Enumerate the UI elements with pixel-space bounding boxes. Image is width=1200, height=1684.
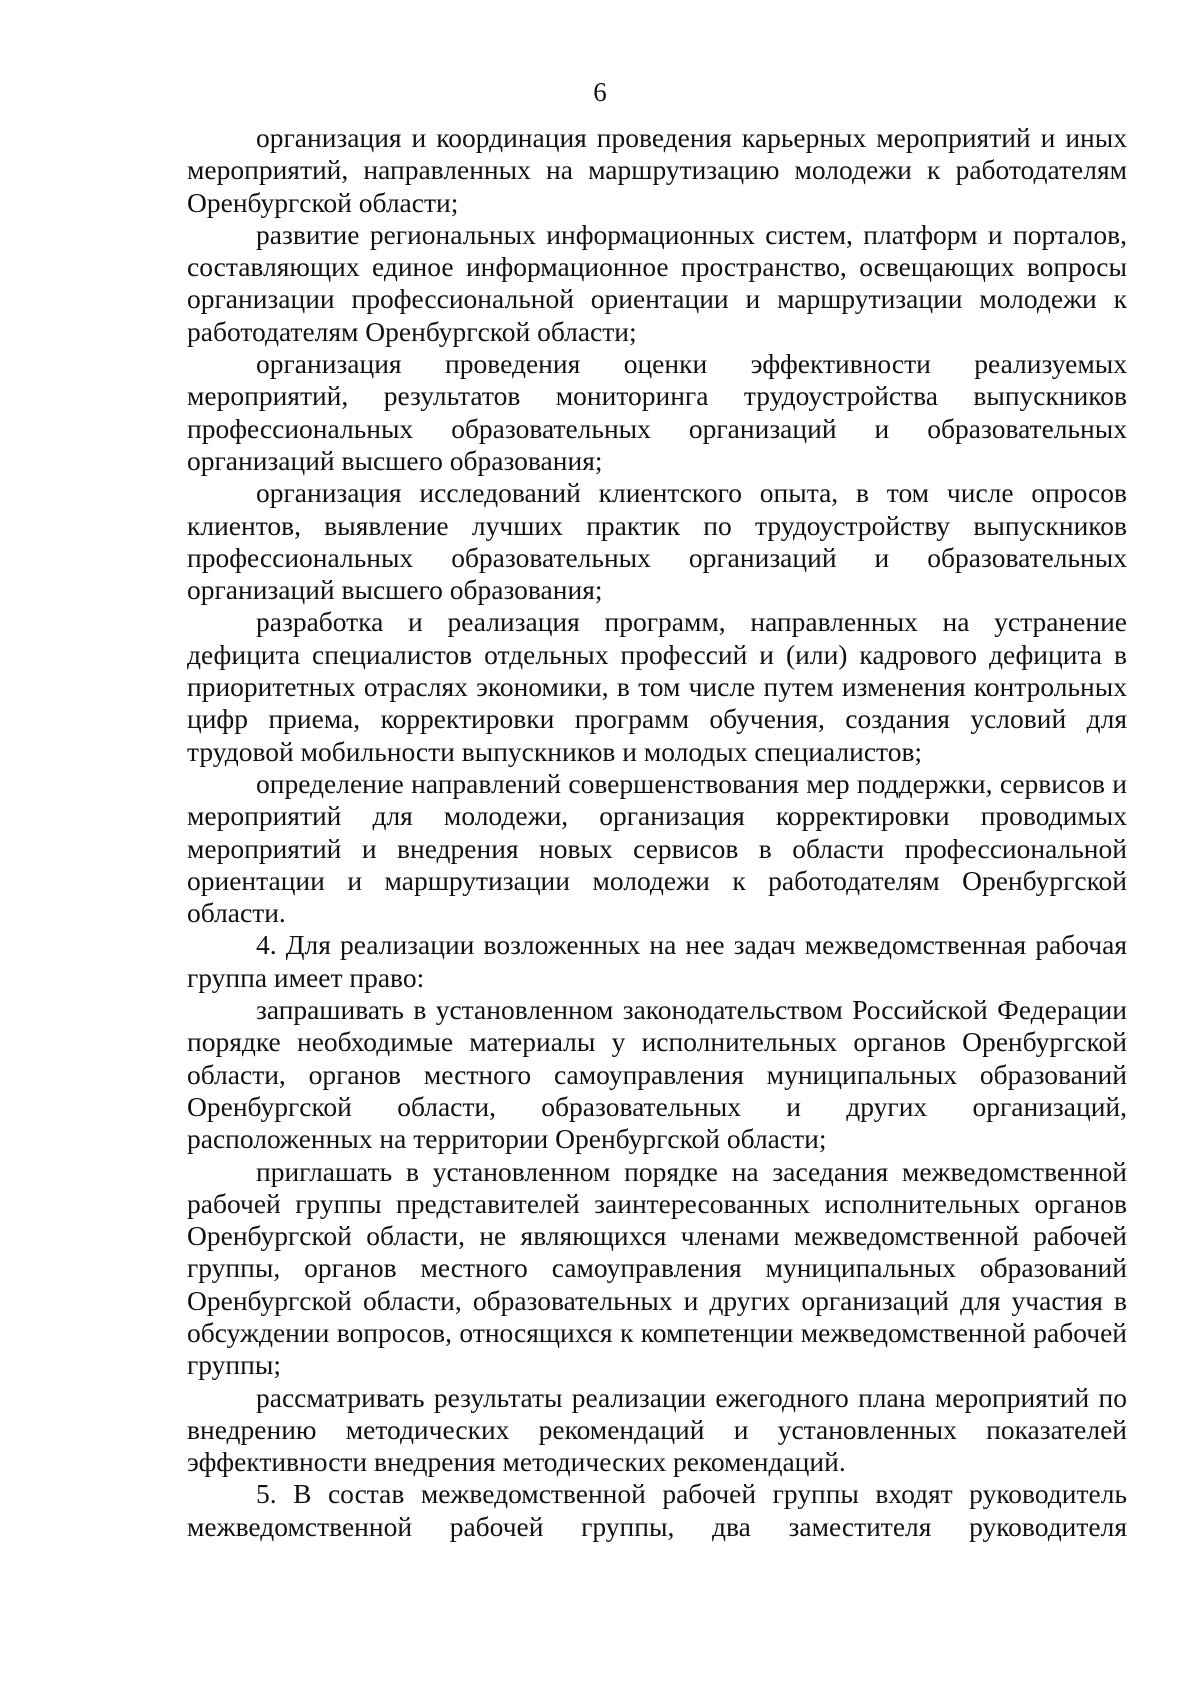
paragraph-section-4: 4. Для реализации возложенных на нее задач межведомственная рабочая группа имеет право: [187, 929, 1127, 993]
paragraph-client-experience: организация исследований клиентского опыта, в том числе опросов клиентов, выявление лучших практик по трудоустройству выпускников профессиональных образовательных организаций и образовательных организаций высшего образования; [187, 477, 1127, 606]
paragraph-deficit-programs: разработка и реализация программ, направленных на устранение дефицита специалистов отдельных профессий и (или) кадрового дефицита в приоритетных отраслях экономики, в том числе путем изменения контрольных цифр приема, корректировки программ обучения, создания условий для трудовой мобильности выпускников и молодых специалистов; [187, 606, 1127, 767]
paragraph-section-5: 5. В состав межведомственной рабочей группы входят руководитель межведомственной рабочей группы, два заместителя руководителя [187, 1478, 1127, 1542]
paragraph-review-results: рассматривать результаты реализации ежегодного плана мероприятий по внедрению методических рекомендаций и установленных показателей эффективности внедрения методических рекомендаций. [187, 1381, 1127, 1478]
page-number: 6 [593, 77, 607, 107]
paragraph-efficiency-assessment: организация проведения оценки эффективности реализуемых мероприятий, результатов мониторинга трудоустройства выпускников профессиональных образовательных организаций и образовательных организаций высшего образования; [187, 348, 1127, 476]
paragraph-career-events: организация и координация проведения карьерных мероприятий и иных мероприятий, направленных на маршрутизацию молодежи к работодателям Оренбургской области; [187, 122, 1127, 218]
document-body [187, 122, 1127, 1543]
paragraph-support-measures: определение направлений совершенствования мер поддержки, сервисов и мероприятий для молодежи, организация корректировки проводимых мероприятий и внедрения новых сервисов в области профессиональной ориентации и маршрутизации молодежи к работодателям Оренбургской области. [187, 767, 1127, 929]
paragraph-invite-representatives: приглашать в установленном порядке на заседания межведомственной рабочей группы представителей заинтересованных исполнительных органов Оренбургской области, не являющихся членами межведомственной рабочей группы, органов местного самоуправления муниципальных образований Оренбургской области, образовательных и других организаций для участия в обсуждении вопросов, относящихся к компетенции межведомственной рабочей группы; [187, 1155, 1127, 1381]
paragraph-request-materials: запрашивать в установленном законодательством Российской Федерации порядке необходимые материалы у исполнительных органов Оренбургской области, органов местного самоуправления муниципальных образований Оренбургской области, образовательных и других организаций, расположенных на территории Оренбургской области; [187, 994, 1127, 1155]
paragraph-information-systems: развитие региональных информационных систем, платформ и порталов, составляющих единое информационное пространство, освещающих вопросы организации профессиональной ориентации и маршрутизации молодежи к работодателям Оренбургской области; [187, 218, 1127, 347]
